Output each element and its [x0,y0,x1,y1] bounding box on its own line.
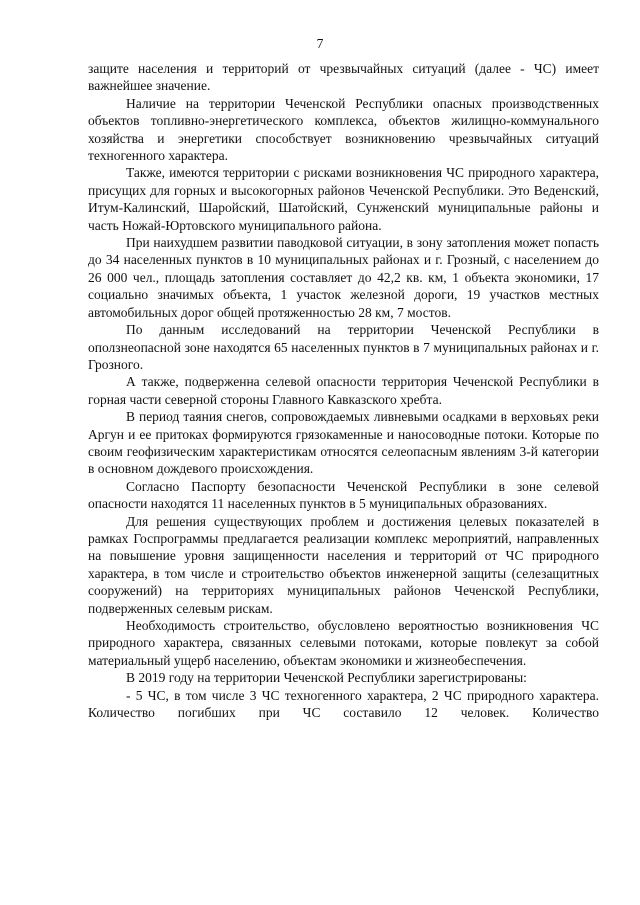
paragraph-10: Необходимость строительство, обусловлено вероятностью возникновения ЧС природного характера, связанных селевыми потоками, которые повлекут за собой материальный ущерб населению, объектам экономики и жизнеобеспечения. [88,618,599,668]
paragraph-5: По данным исследований на территории Чеченской Республики в оползнеопасной зоне находятся 65 населенных пунктов в 7 муниципальных районах и г. Грозного. [88,322,599,372]
paragraph-6: А также, подверженна селевой опасности территория Чеченской Республики в горная части северной стороны Главного Кавказского хребта. [88,374,599,407]
paragraph-2: Наличие на территории Чеченской Республики опасных производственных объектов топливно-энергетического комплекса, объектов жилищно-коммунального хозяйства и энергетики способствует возникновению чрезвычайных ситуаций техногенного характера. [88,95,599,164]
document-body [88,60,599,721]
paragraph-1: защите населения и территорий от чрезвычайных ситуаций (далее - ЧС) имеет важнейшее значение. [88,61,599,94]
paragraph-4: При наихудшем развитии паводковой ситуации, в зону затопления может попасть до 34 населенных пунктов в 10 муниципальных районах и г. Грозный, с населением до 26 000 чел., площадь затопления составляет до 42,2 кв. км, 1 объекта экономики, 17 социально значимых объекта, 1 участок железной дороги, 19 участков местных автомобильных дорог общей протяженностью 28 км, 7 мостов. [88,235,599,320]
paragraph-3: Также, имеются территории с рисками возникновения ЧС природного характера, присущих для горных и высокогорных районов Чеченской Республики. Это Веденский, Итум-Калинский, Шаройский, Шатойский, Сунженский муниципальные районы и часть Ножай-Юртовского муниципального района. [88,165,599,233]
paragraph-12: - 5 ЧС, в том числе 3 ЧС техногенного характера, 2 ЧС природного характера. Количество погибших при ЧС составило 12 человек. Количество [88,687,599,721]
page-number: 7 [316,36,324,51]
paragraph-8: Согласно Паспорту безопасности Чеченской Республики в зоне селевой опасности находятся 11 населенных пунктов в 5 муниципальных образованиях. [88,478,599,512]
paragraph-7: В период таяния снегов, сопровождаемых ливневыми осадками в верховьях реки Аргун и ее притоках формируются грязокаменные и наносоводные потоки. Которые по своим геофизическим характеристикам относятся селеопасным явлениям 3-й категории в основном дождевого происхождения. [88,409,599,477]
paragraph-11: В 2019 году на территории Чеченской Республики зарегистрированы: [126,670,527,686]
paragraph-9: Для решения существующих проблем и достижения целевых показателей в рамках Госпрограммы предлагается реализации комплекс мероприятий, направленных на повышение уровня защищенности населения и территорий от ЧС природного характера, в том числе и строительство объектов инженерной защиты (селезащитных сооружений) на территориях муниципальных районов Чеченской Республики, подверженных селевым рискам. [88,513,599,616]
